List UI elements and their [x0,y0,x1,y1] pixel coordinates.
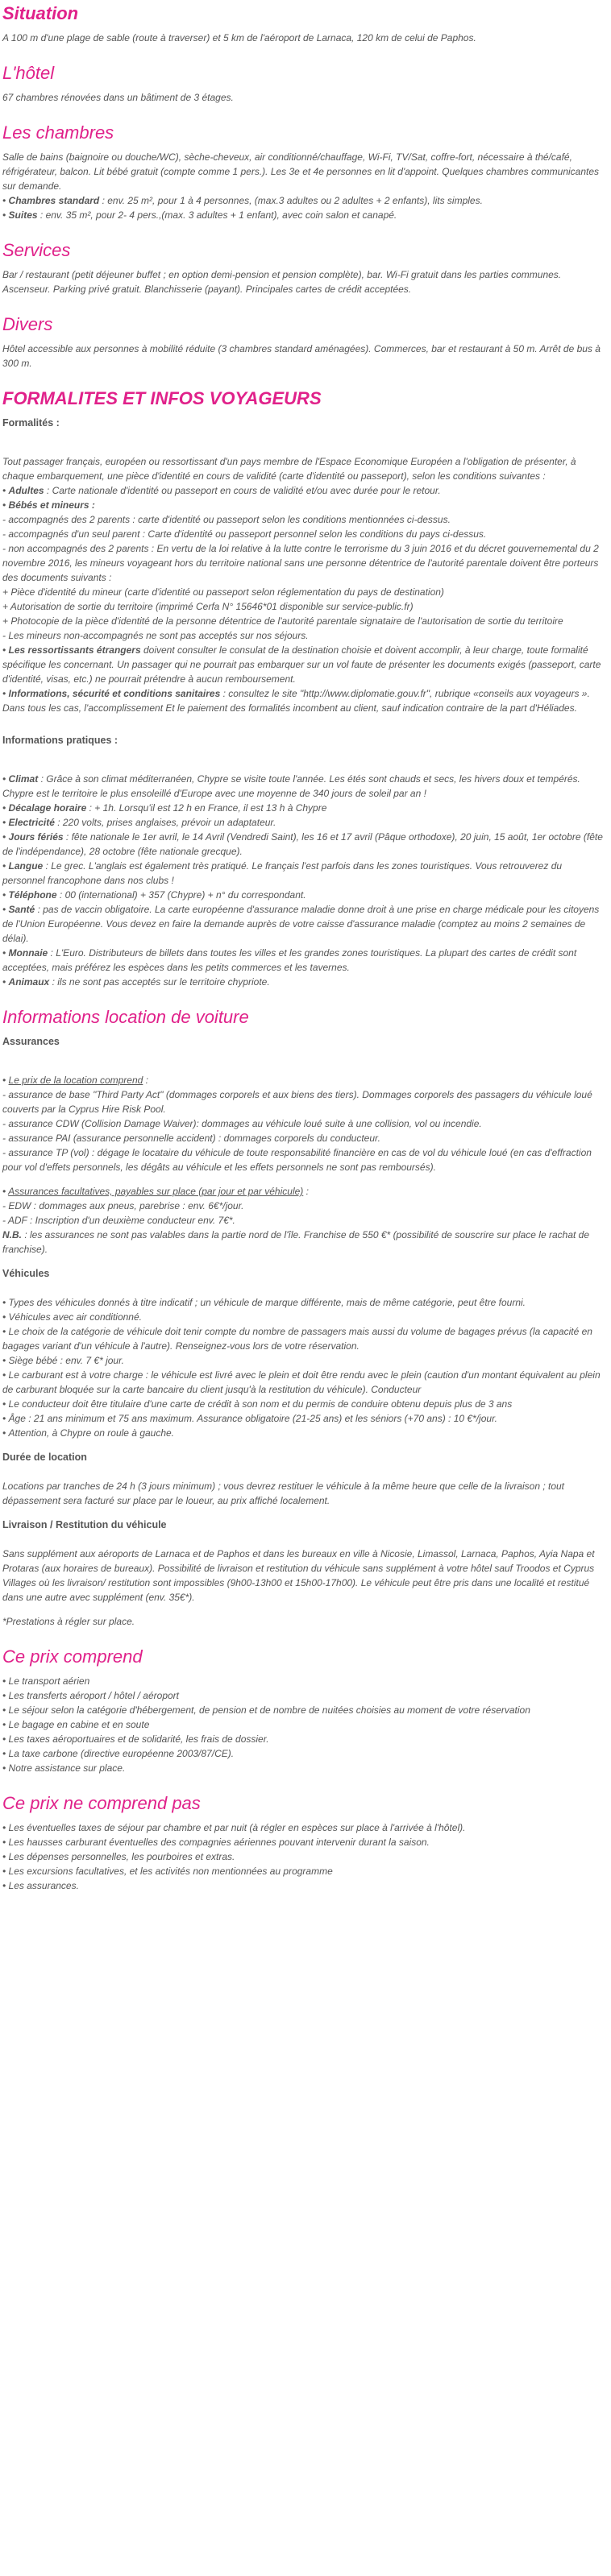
formalites-line: - non accompagnés des 2 parents : En vertu de la loi relative à la lutte contre le terrorisme du 3 juin 2016 et du décret gouvernemental du 2 novembre 2016, les mineurs voyageant hors du territoire national sans une personne détentrice de l'autorité parentale doivent être porteurs des documents suivants : [2,543,599,583]
infos-label: Informations, sécurité et conditions sanitaires [8,688,221,699]
formalites-heading: FORMALITES ET INFOS VOYAGEURS [2,388,322,408]
list-item: • Les dépenses personnelles, les pourboires et extras. [2,1849,606,1864]
list-item-text: : + 1h. Lorsqu'il est 12 h en France, il est 13 h à Chypre [86,802,327,814]
list-item: • Attention, à Chypre on roule à gauche. [2,1426,606,1440]
facultatives-label: Assurances facultatives, payables sur place (par jour et par véhicule) [8,1186,304,1197]
bebes-label: Bébés et mineurs : [8,499,95,511]
hotel-text: 67 chambres rénovées dans un bâtiment de 3 étages. [2,92,234,103]
list-item-text: : pas de vaccin obligatoire. La carte européenne d'assurance maladie donne droit à une prise en charge médicale pour les citoyens de l'Union Européenne. Vous devez en faire la demande auprès de votre caisse d'assurance maladie (comptez au moins 2 semaines de délai). [2,904,600,944]
list-item-text: : 220 volts, prises anglaises, prévoir un adaptateur. [54,817,276,828]
section-comprend [2,1646,606,1775]
chambres-intro: Salle de bains (baignoire ou douche/WC), sèche-cheveux, air conditionné/chauffage, Wi-Fi, TV/Sat, coffre-fort, nécessaire à thé/café, réfrigérateur, balcon. Lit bébé gratuit (compte comme 1 pers.). Les 3e et 4e personnes en lit d'appoint. Quelques chambres communicantes sur demande. [2,151,600,192]
nb-line [2,1228,606,1257]
facultatives-line: - ADF : Inscription d'un deuxième conducteur env. 7€*. [2,1215,235,1226]
list-item-label: Décalage horaire [8,802,87,814]
formalites-line: - accompagnés des 2 parents : carte d'identité ou passeport selon les conditions mentionnées ci-dessus. [2,514,451,525]
list-item [2,772,606,801]
chambres-list [2,193,606,222]
list-item [2,830,606,859]
compris-line: - assurance CDW (Collision Damage Waiver): dommages au véhicule loué suite à une collision, vol ou incendie. [2,1118,482,1129]
list-item-text: : ils ne sont pas acceptés sur le territoire chypriote. [49,976,270,988]
section-hotel [2,63,606,105]
section-location [2,1007,606,1629]
list-item: • Les éventuelles taxes de séjour par chambre et par nuit (à régler en espèces sur place à l'arrivée à l'hôtel). [2,1820,606,1835]
compris-line: - assurance de base "Third Party Act" (dommages corporels et aux biens des tiers). Dommages corporels des passagers du véhicule loué couverts par la Cyprus Hire Risk Pool. [2,1089,592,1115]
list-item-text: : fête nationale le 1er avril, le 14 Avril (Vendredi Saint), les 16 et 17 avril (Pâque orthodoxe), 20 juin, 15 août, 1er octobre (fête de l'indépendance), 28 octobre (fête nationale grecque). [2,831,603,857]
duree-text: Locations par tranches de 24 h (3 jours minimum) ; vous devrez restituer le véhicule à la même heure que celle de la livraison ; tout dépassement sera facturé sur place par le loueur, au prix affiché localement. [2,1481,565,1506]
list-item-label: Chambres standard [8,195,100,206]
list-item: • Les assurances. [2,1878,606,1893]
list-item: • La taxe carbone (directive européenne 2003/87/CE). [2,1746,606,1761]
list-item-text: : env. 25 m², pour 1 à 4 personnes, (max.3 adultes ou 2 adultes + 2 enfants), lits simples. [99,195,483,206]
situation-text: A 100 m d'une plage de sable (route à traverser) et 5 km de l'aéroport de Larnaca, 120 km de celui de Paphos. [2,32,476,43]
formalites-line: + Photocopie de la pièce d'identité de la personne détentrice de l'autorité parentale signataire de l'autorisation de sortie du territoire [2,615,563,627]
list-item [2,859,606,888]
nb-label: N.B. [2,1229,22,1240]
list-item [2,193,606,208]
pratiques-list [2,772,606,989]
list-item-label: Suites [8,209,38,221]
list-item-label: Animaux [8,976,50,988]
comprend-heading: Ce prix comprend [2,1646,143,1667]
formalites-ressortissants: • Les ressortissants étrangers doivent consulter le consulat de la destination choisie et doivent accomplir, à leur charge, toute formalité spécifique les concernant. Un passager qui ne pourrait pas embarquer sur un vol faute de présenter les documents exigés (passeport, carte d'identité, visas, etc.) ne pourrait prétendre à aucun remboursement. [2,644,601,685]
formalites-infos: • Informations, sécurité et conditions sanitaires : consultez le site "http://www.diplomatie.gouv.fr", rubrique «conseils aux voyageurs ». Dans tous les cas, l'accomplissement Et le paiement des formalités incombent au client, sauf indication contraire de la part d'Héliades. [2,688,590,714]
facultatives-label-line: • Assurances facultatives, payables sur place (par jour et par véhicule) : [2,1186,309,1197]
location-heading: Informations location de voiture [2,1007,249,1027]
hotel-heading: L'hôtel [2,63,55,83]
list-item-label: Electricité [8,817,55,828]
section-divers [2,314,606,371]
formalites-subheading: Formalités : [2,417,60,429]
list-item: • Les transferts aéroport / hôtel / aéroport [2,1688,606,1703]
list-item: • Les hausses carburant éventuelles des compagnies aériennes pouvant intervenir durant la saison. [2,1835,606,1849]
livraison-subheading: Livraison / Restitution du véhicule [2,1519,167,1530]
formalites-bebes: • Bébés et mineurs : [2,499,95,511]
list-item: • Le transport aérien [2,1674,606,1688]
list-item-label: Téléphone [8,889,57,901]
vehicules-list [2,1295,606,1440]
list-item: • Les taxes aéroportuaires et de solidarité, les frais de dossier. [2,1732,606,1746]
ne-comprend-list [2,1820,606,1893]
prestations-note: *Prestations à régler sur place. [2,1616,135,1627]
compris-label-line: • Le prix de la location comprend : [2,1075,148,1086]
list-item: • Le bagage en cabine et en soute [2,1717,606,1732]
section-chambres [2,122,606,222]
ressortissants-text: doivent consulter le consulat de la destination choisie et doivent accomplir, à leur charge, toute formalité spécifique les concernant. Un passager qui ne pourrait pas embarquer sur un vol faute de présenter les documents exigés (passeport, carte d'identité, visas, etc.) ne pourrait prétendre à aucun remboursement. [2,644,601,685]
list-item: • Le conducteur doit être titulaire d'une carte de crédit à son nom et du permis de conduire obtenu depuis plus de 3 ans [2,1397,606,1411]
list-item-text: : 00 (international) + 357 (Chypre) + n° du correspondant. [56,889,306,901]
services-text: Bar / restaurant (petit déjeuner buffet ; en option demi-pension et pension complète), bar. Wi-Fi gratuit dans les parties communes. Ascenseur. Parking privé gratuit. Blanchisserie (payant). Principales cartes de crédit acceptées. [2,269,562,295]
formalites-intro: Tout passager français, européen ou ressortissant d'un pays membre de l'Espace Economique Européen a l'obligation de présenter, à chaque embarquement, une pièce d'identité en cours de validité (carte d'identité ou passeport), selon les conditions suivantes : [2,456,576,482]
list-item-label: Santé [8,904,35,915]
list-item: • Les excursions facultatives, et les activités non mentionnées au programme [2,1864,606,1878]
list-item: • Le séjour selon la catégorie d'hébergement, de pension et de nombre de nuitées choisies au moment de votre réservation [2,1703,606,1717]
pratiques-subheading: Informations pratiques : [2,735,118,746]
section-pratiques [2,733,606,989]
list-item [2,208,606,222]
comprend-list [2,1674,606,1775]
list-item: • Siège bébé : env. 7 €* jour. [2,1353,606,1368]
formalites-line: - Les mineurs non-accompagnés ne sont pas acceptés sur nos séjours. [2,630,309,641]
list-item-text: : Grâce à son climat méditerranéen, Chypre se visite toute l'année. Les étés sont chauds et secs, les hivers doux et tempérés. Chypre est le territoire le plus ensoleillé d'Europe avec une moyenne de 340 jours de soleil par an ! [2,773,580,799]
section-situation [2,3,606,45]
list-item: • Types des véhicules donnés à titre indicatif ; un véhicule de marque différente, mais de même catégorie, peut être fourni. [2,1295,606,1310]
section-formalites [2,388,606,715]
infos-text: : consultez le site "http://www.diplomatie.gouv.fr", rubrique «conseils aux voyageurs ». Dans tous les cas, l'accomplissement Et le paiement des formalités incombent au client, sauf indication contraire de la part d'Héliades. [2,688,590,714]
list-item-label: Langue [8,860,44,872]
vehicules-subheading: Véhicules [2,1268,50,1279]
livraison-text: Sans supplément aux aéroports de Larnaca et de Paphos et dans les bureaux en ville à Nicosie, Limassol, Larnaca, Paphos, Ayia Napa et Protaras (aux horaires de bureaux). Possibilité de livraison et restitution du véhicule sans supplément à votre hôtel sauf Troodos et Cyprus Villages où les livraison/ restitution sont impossibles (9h00-13h00 et 15h00-17h00). Le véhicule peut être pris dans une localité et restitué dans une autre avec supplément (env. 35€*). [2,1548,595,1603]
nb-text: : les assurances ne sont pas valables dans la partie nord de l'île. Franchise de 550 €* (possibilité de souscrire sur place le rachat de franchise). [2,1229,590,1255]
list-item: • Le carburant est à votre charge : le véhicule est livré avec le plein et doit être rendu avec le plein (caution d'un montant équivalent au plein de carburant bloquée sur la carte bancaire du client jusqu'à la restitution du véhicule). Conducteur [2,1368,606,1397]
list-item-text: : Le grec. L'anglais est également très pratiqué. Le français l'est parfois dans les zones touristiques. Vous retrouverez du personnel francophone dans nos clubs ! [2,860,563,886]
list-item [2,902,606,946]
list-item-label: Climat [8,773,39,785]
formalites-line: + Autorisation de sortie du territoire (imprimé Cerfa N° 15646*01 disponible sur service-public.fr) [2,601,414,612]
compris-label: Le prix de la location comprend [8,1075,143,1086]
divers-text: Hôtel accessible aux personnes à mobilité réduite (3 chambres standard aménagées). Commerces, bar et restaurant à 50 m. Arrêt de bus à 300 m. [2,343,601,369]
list-item [2,975,606,989]
assurances-subheading: Assurances [2,1036,60,1047]
adultes-text: : Carte nationale d'identité ou passeport en cours de validité et/ou avec durée pour le retour. [44,485,441,496]
list-item: • Véhicules avec air conditionné. [2,1310,606,1324]
facultatives-line: - EDW : dommages aux pneus, parebrise : env. 6€*/jour. [2,1200,244,1211]
list-item-text: : L'Euro. Distributeurs de billets dans toutes les villes et les grandes zones touristiques. La plupart des cartes de crédit sont acceptées, mais préférez les espèces dans les petits commerces et les tavernes. [2,947,577,973]
list-item-text: : env. 35 m², pour 2- 4 pers.,(max. 3 adultes + 1 enfant), avec coin salon et canapé. [37,209,397,221]
situation-heading: Situation [2,3,79,23]
divers-heading: Divers [2,314,53,334]
list-item [2,888,606,902]
chambres-heading: Les chambres [2,122,114,143]
list-item [2,946,606,975]
ressortissants-label: Les ressortissants étrangers [8,644,141,656]
duree-subheading: Durée de location [2,1452,87,1463]
section-services [2,240,606,296]
list-item: • Le choix de la catégorie de véhicule doit tenir compte du nombre de passagers mais aussi du volume de bagages prévus (la capacité en bagages variant d'un véhicule à l'autre). Renseignez-vous lors de votre réservation. [2,1324,606,1353]
formalites-adultes: • Adultes : Carte nationale d'identité ou passeport en cours de validité et/ou avec durée pour le retour. [2,485,441,496]
compris-line: - assurance TP (vol) : dégage le locataire du véhicule de toute responsabilité financière en cas de vol du véhicule loué (en cas d'effraction pour vol d'effets personnels, les dégâts au véhicule et les effets personnels ne sont pas remboursés). [2,1147,592,1173]
compris-line: - assurance PAI (assurance personnelle accident) : dommages corporels du conducteur. [2,1133,380,1144]
formalites-line: + Pièce d'identité du mineur (carte d'identité ou passeport selon réglementation du pays de destination) [2,586,444,598]
list-item: • Âge : 21 ans minimum et 75 ans maximum. Assurance obligatoire (21-25 ans) et les séniors (+70 ans) : 10 €*/jour. [2,1411,606,1426]
section-ne-comprend [2,1793,606,1893]
services-heading: Services [2,240,71,260]
list-item [2,815,606,830]
list-item-label: Jours fériés [8,831,64,843]
adultes-label: Adultes [8,485,44,496]
list-item-label: Monnaie [8,947,48,959]
list-item [2,801,606,815]
list-item: • Notre assistance sur place. [2,1761,606,1775]
formalites-line: - accompagnés d'un seul parent : Carte d'identité ou passeport personnel selon les conditions du pays ci-dessus. [2,528,487,540]
ne-comprend-heading: Ce prix ne comprend pas [2,1793,201,1813]
